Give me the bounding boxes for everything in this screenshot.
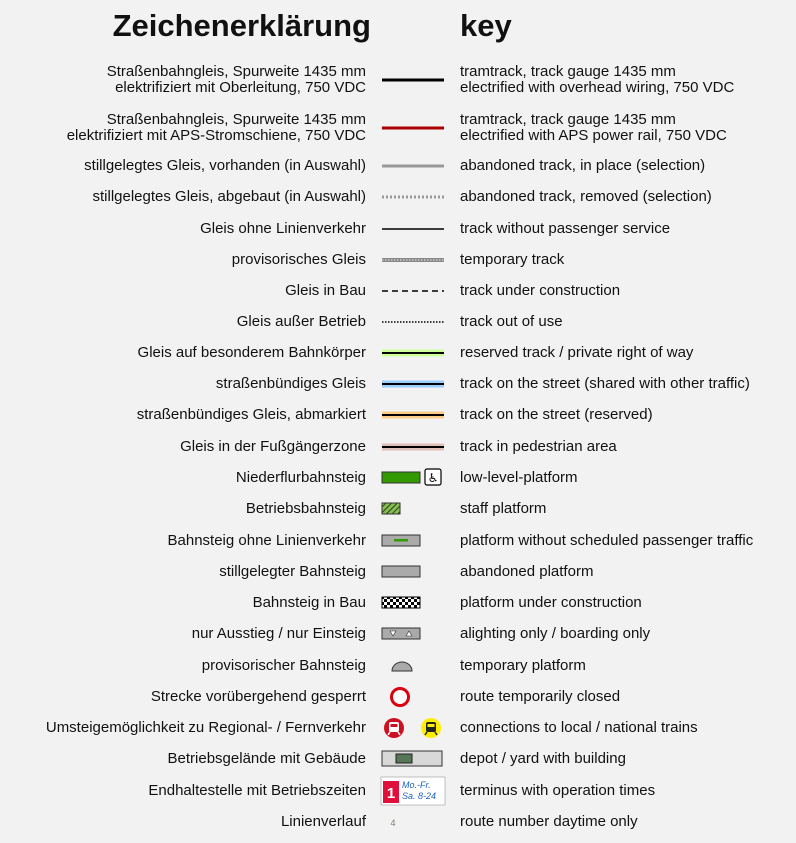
checkered-platform-icon xyxy=(378,593,448,613)
legend-label-english xyxy=(460,564,593,580)
legend-label-german-line: Betriebsbahnsteig xyxy=(245,500,366,517)
orange-cased-line-icon xyxy=(378,405,448,425)
legend-label-german xyxy=(253,595,366,611)
legend-label-german xyxy=(148,783,366,799)
legend-label-german-line: Gleis in Bau xyxy=(285,282,366,299)
legend-label-german xyxy=(237,314,366,330)
legend-label-english-line: alighting only / boarding only xyxy=(460,625,651,642)
legend-row xyxy=(0,252,796,268)
legend-label-german-line: stillgelegter Bahnsteig xyxy=(219,563,366,580)
legend-label-german xyxy=(236,470,366,486)
legend-label-german-line: provisorisches Gleis xyxy=(231,251,366,268)
legend-label-german-line: Straßenbahngleis, Spurweite 1435 mm xyxy=(106,63,366,80)
train-connection-icon xyxy=(378,716,448,740)
legend-row xyxy=(0,376,796,392)
legend-label-english-line: abandoned platform xyxy=(460,563,594,580)
dashed-line-icon xyxy=(378,281,448,301)
legend-label-english-line: track without passenger service xyxy=(460,220,671,237)
legend-label-german-line: Bahnsteig in Bau xyxy=(252,594,366,611)
legend-label-german-line: Gleis auf besonderem Bahnkörper xyxy=(137,344,366,361)
legend-label-english-line: reserved track / private right of way xyxy=(460,344,694,361)
legend-label-english xyxy=(460,283,620,299)
legend-label-german xyxy=(93,189,367,205)
legend-label-german xyxy=(168,751,366,767)
legend-label-german xyxy=(137,407,366,423)
closed-circle-icon xyxy=(378,686,448,708)
legend-label-german-line: Strecke vorübergehend gesperrt xyxy=(150,688,366,705)
legend-row xyxy=(0,720,796,736)
legend-label-german xyxy=(216,376,366,392)
legend-label-english xyxy=(460,814,638,830)
green-cased-line-icon xyxy=(378,343,448,363)
legend-label-german xyxy=(192,626,366,642)
legend-row xyxy=(0,689,796,705)
legend-label-english xyxy=(460,439,617,455)
wheelchair-icon: ♿ xyxy=(427,471,439,485)
legend-label-german-line: Niederflurbahnsteig xyxy=(235,469,366,486)
legend-label-english-line: temporary track xyxy=(460,251,565,268)
legend-row xyxy=(0,221,796,237)
legend-row xyxy=(0,64,796,96)
legend-label-german xyxy=(67,112,366,144)
terminus-days-saturday: Sa. 8-24 xyxy=(402,791,437,801)
thin-black-line-icon xyxy=(378,219,448,239)
legend-label-english-line: track on the street (shared with other traffic) xyxy=(460,375,750,392)
legend-label-german-line: Bahnsteig ohne Linienverkehr xyxy=(167,532,366,549)
legend-label-german-line: Gleis außer Betrieb xyxy=(236,313,366,330)
legend-label-english xyxy=(460,689,620,705)
regional-train-icon xyxy=(384,718,404,738)
legend-label-english xyxy=(460,658,586,674)
legend-label-english-line: track on the street (reserved) xyxy=(460,406,653,423)
grey-line-icon xyxy=(378,156,448,176)
legend-label-german-line: Umsteigemöglichkeit zu Regional- / Fernverkehr xyxy=(45,719,366,736)
legend-label-german xyxy=(281,814,366,830)
legend-label-english-line: track under construction xyxy=(460,282,621,299)
legend-label-english xyxy=(460,595,642,611)
legend-label-english xyxy=(460,345,693,361)
legend-row xyxy=(0,658,796,674)
grey-dotted-line-icon xyxy=(378,187,448,207)
title-english: key xyxy=(460,8,512,43)
legend-row xyxy=(0,314,796,330)
terminus-line-number: 1 xyxy=(386,785,396,802)
blue-cased-line-icon xyxy=(378,374,448,394)
legend-label-german-line: straßenbündiges Gleis, abmarkiert xyxy=(136,406,366,423)
legend-row xyxy=(0,345,796,361)
legend-row xyxy=(0,407,796,423)
legend-label-english-line: temporary platform xyxy=(460,657,586,674)
legend-label-german-line: elektrifiziert mit APS-Stromschiene, 750 VDC xyxy=(66,127,366,144)
legend-label-english-line: staff platform xyxy=(460,500,547,517)
legend-label-english xyxy=(460,720,698,736)
legend-label-english-line: electrified with APS power rail, 750 VDC xyxy=(460,127,727,144)
legend-label-german-line: Linienverlauf xyxy=(280,813,366,830)
platform-arrows-icon xyxy=(378,624,448,644)
legend-label-english xyxy=(460,158,705,174)
legend-label-german xyxy=(151,689,366,705)
green-platform-wheelchair-icon xyxy=(378,467,448,489)
legend-label-english xyxy=(460,783,655,799)
legend-row xyxy=(0,470,796,486)
temporary-track-icon xyxy=(378,250,448,270)
legend-row xyxy=(0,283,796,299)
legend-label-german xyxy=(180,439,366,455)
legend-label-english-line: electrified with overhead wiring, 750 VDC xyxy=(460,79,735,96)
legend-row xyxy=(0,158,796,174)
legend-label-german xyxy=(285,283,366,299)
legend-label-german-line: Straßenbahngleis, Spurweite 1435 mm xyxy=(106,111,366,128)
half-circle-platform-icon xyxy=(378,656,448,676)
legend-label-english xyxy=(460,64,734,96)
legend-label-english xyxy=(460,189,712,205)
legend-label-english-line: platform under construction xyxy=(460,594,642,611)
legend-label-german xyxy=(138,345,366,361)
legend-label-english-line: abandoned track, removed (selection) xyxy=(460,188,712,205)
dotted-line-icon xyxy=(378,312,448,332)
legend-label-german-line: straßenbündiges Gleis xyxy=(215,375,366,392)
red-line-icon xyxy=(378,118,448,138)
legend-label-english xyxy=(460,407,653,423)
legend-label-english-line: depot / yard with building xyxy=(460,750,626,767)
legend-label-german xyxy=(219,564,366,580)
legend-label-english-line: low-level-platform xyxy=(460,469,578,486)
legend-label-english-line: route temporarily closed xyxy=(460,688,621,705)
grey-platform-icon xyxy=(378,562,448,582)
legend-label-german-line: Gleis ohne Linienverkehr xyxy=(200,220,366,237)
legend-label-german xyxy=(232,252,366,268)
legend-label-english-line: connections to local / national trains xyxy=(460,719,698,736)
legend-label-english xyxy=(460,751,626,767)
pink-cased-line-icon xyxy=(378,437,448,457)
legend-label-english-line: platform without scheduled passenger traffic xyxy=(460,532,754,549)
legend-label-german-line: Gleis in der Fußgängerzone xyxy=(180,438,366,455)
legend-label-german xyxy=(168,533,366,549)
legend-label-german xyxy=(246,501,366,517)
legend-label-english xyxy=(460,252,564,268)
legend-label-english-line: tramtrack, track gauge 1435 mm xyxy=(460,63,676,80)
black-line-icon xyxy=(378,70,448,90)
legend-row xyxy=(0,564,796,580)
legend-row xyxy=(0,189,796,205)
legend-row xyxy=(0,439,796,455)
title-german: Zeichenerklärung xyxy=(112,8,371,43)
legend-row xyxy=(0,533,796,549)
legend-label-german-line: nur Ausstieg / nur Einsteig xyxy=(191,625,366,642)
legend-label-english-line: terminus with operation times xyxy=(460,782,656,799)
legend-row xyxy=(0,626,796,642)
legend-row xyxy=(0,814,796,830)
legend-label-german xyxy=(107,64,366,96)
legend-label-german-line: provisorischer Bahnsteig xyxy=(201,657,366,674)
depot-building-icon xyxy=(378,749,448,769)
national-train-icon xyxy=(421,718,441,738)
legend-label-german xyxy=(202,658,366,674)
legend-label-english xyxy=(460,626,650,642)
legend-row xyxy=(0,780,796,802)
legend-label-english-line: abandoned track, in place (selection) xyxy=(460,157,706,174)
legend-label-english-line: track out of use xyxy=(460,313,563,330)
terminus-times-icon xyxy=(378,776,448,806)
terminus-days-weekday: Mo.-Fr. xyxy=(402,780,431,790)
legend-label-german-line: elektrifiziert mit Oberleitung, 750 VDC xyxy=(115,79,366,96)
legend-label-english xyxy=(460,501,546,517)
legend-label-english xyxy=(460,376,750,392)
legend-label-english-line: tramtrack, track gauge 1435 mm xyxy=(460,111,676,128)
legend-label-english-line: route number daytime only xyxy=(460,813,638,830)
legend-label-german-line: Betriebsgelände mit Gebäude xyxy=(167,750,366,767)
legend-label-english xyxy=(460,314,563,330)
legend-label-english xyxy=(460,221,670,237)
legend-label-german xyxy=(84,158,366,174)
legend-label-english xyxy=(460,470,578,486)
legend-label-german-line: Endhaltestelle mit Betriebszeiten xyxy=(148,782,366,799)
legend-row xyxy=(0,112,796,144)
hatched-platform-icon xyxy=(378,499,448,519)
legend-row xyxy=(0,501,796,517)
legend-label-english-line: track in pedestrian area xyxy=(460,438,617,455)
legend-row xyxy=(0,595,796,611)
legend-label-german xyxy=(200,221,366,237)
route-number-label: 4 xyxy=(390,818,396,828)
legend-label-german xyxy=(46,720,366,736)
legend-row xyxy=(0,751,796,767)
legend-label-german-line: stillgelegtes Gleis, vorhanden (in Auswahl) xyxy=(84,157,366,174)
legend-label-german-line: stillgelegtes Gleis, abgebaut (in Auswahl) xyxy=(92,188,366,205)
legend-label-english xyxy=(460,533,753,549)
grey-platform-green-bar-icon xyxy=(378,531,448,551)
legend-label-english xyxy=(460,112,727,144)
route-number-icon xyxy=(378,812,448,832)
